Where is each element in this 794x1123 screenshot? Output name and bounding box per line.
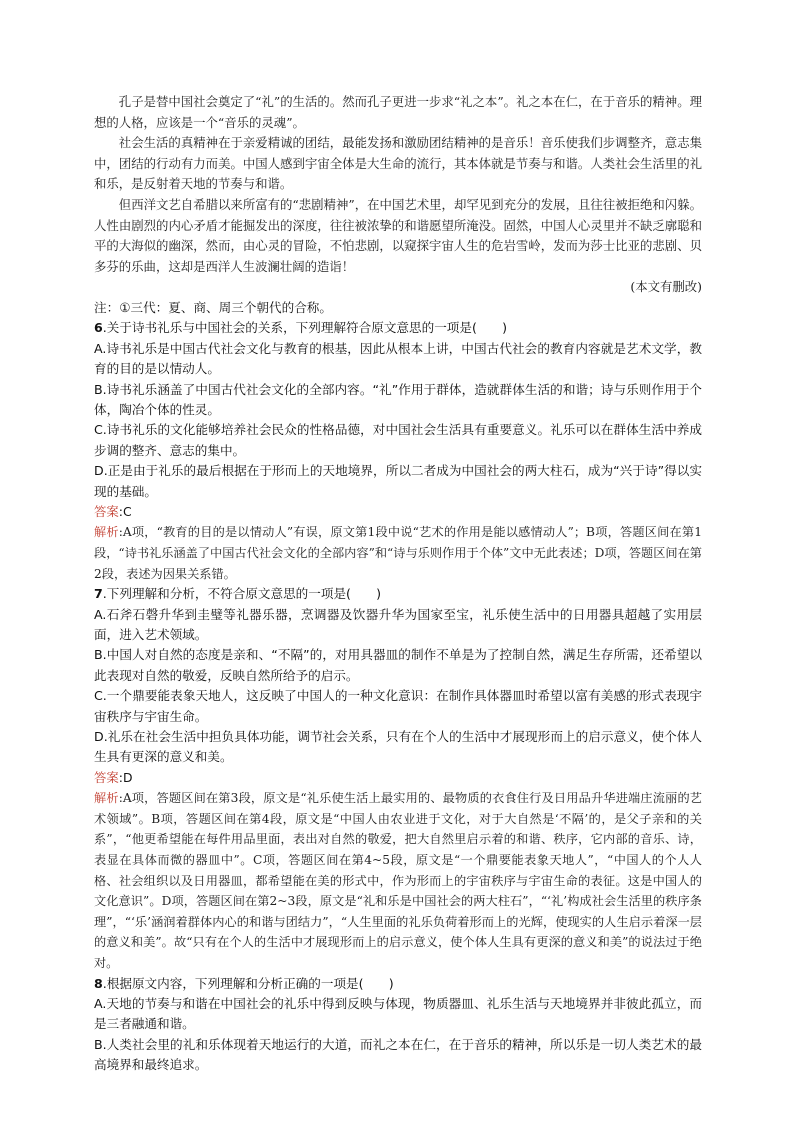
- question-number: 7: [94, 586, 103, 602]
- question-8: [94, 974, 702, 1076]
- option-a: A.石斧石磬升华到圭璧等礼器乐器，烹调器及饮器升华为国家至宝，礼乐使生活中的日用器具超越了实用层面，进入艺术领域。: [94, 606, 702, 642]
- option-a: A.天地的节奏与和谐在中国社会的礼乐中得到反映与体现，物质器皿、礼乐生活与天地境界并非彼此孤立，而是三者融通和谐。: [94, 996, 702, 1032]
- answer-value: :C: [118, 504, 132, 519]
- question-stem: [94, 974, 702, 994]
- passage-paragraph-2: 社会生活的真精神在于亲爱精诚的团结，最能发扬和激励团结精神的是音乐！音乐使我们步调整齐，意志集中，团结的行动有力而美。中国人感到宇宙全体是大生命的流行，其本体就是节奏与和谐。人类社会生活里的礼和乐，是反射着天地的节奏与和谐。: [94, 135, 702, 192]
- question-6: [94, 318, 702, 584]
- analysis-label: 解析: [94, 791, 119, 806]
- passage-paragraph-3: 但西洋文艺自希腊以来所富有的“悲剧精神”，在中国艺术里，却罕见到充分的发展，且往往被拒绝和闪躲。人性由剧烈的内心矛盾才能掘发出的深度，往往被浓挚的和谐愿望所淹没。固然，中国人心灵里并不缺乏廓聪和平的大海似的幽深，然而，由心灵的冒险，不怕悲剧，以窥探宇宙人生的危岩雪岭，发而为莎士比亚的悲剧、贝多芬的乐曲，这却是西洋人生波澜壮阔的造诣！: [94, 196, 702, 274]
- question-number: 6: [94, 320, 103, 336]
- option-c: C.一个鼎要能表象天地人，这反映了中国人的一种文化意识：在制作具体器皿时希望以富有美感的形式表现宇宙秩序与宇宙生命。: [94, 688, 702, 724]
- analysis-text: :A项，“教育的目的是以情动人”有误，原文第1段中说“艺术的作用是能以感情动人”；B项，答题区间在第1段，“诗书礼乐涵盖了中国古代社会文化的全部内容”和“诗与乐则作用于个体”文中无此表述；D项，答题区间在第2段，表述为因果关系错。: [94, 525, 703, 581]
- document-page: [94, 92, 702, 1076]
- option-a: A.诗书礼乐是中国古代社会文化与教育的根基，因此从根本上讲，中国古代社会的教育内容就是艺术文学，教育的目的是以情动人。: [94, 340, 702, 377]
- question-text: .根据原文内容，下列理解和分析正确的一项是( ): [102, 975, 394, 991]
- option-c: C.诗书礼乐的文化能够培养社会民众的性格品德，对中国社会生活具有重要意义。礼乐可以在群体生活中养成步调的整齐、意志的集中。: [94, 422, 702, 458]
- answer-line: [94, 502, 702, 522]
- source-note: (本文有删改): [630, 279, 702, 295]
- question-7: [94, 584, 702, 973]
- option-d: D.正是由于礼乐的最后根据在于形而上的天地境界，所以二者成为中国社会的两大柱石，成为“兴于诗”得以实现的基础。: [94, 463, 702, 499]
- analysis-label: 解析: [94, 525, 119, 540]
- answer-line: [94, 768, 702, 788]
- answer-label: 答案: [94, 504, 119, 519]
- analysis: [94, 522, 702, 584]
- option-b: B.诗书礼乐涵盖了中国古代社会文化的全部内容。“礼”作用于群体，造就群体生活的和谐；诗与乐则作用于个体，陶冶个体的性灵。: [94, 381, 702, 417]
- passage: [94, 92, 702, 277]
- analysis: [94, 788, 702, 973]
- question-text: .关于诗书礼乐与中国社会的关系，下列理解符合原文意思的一项是( ): [102, 320, 508, 336]
- question-text: .下列理解和分析，不符合原文意思的一项是( ): [102, 586, 382, 602]
- passage-paragraph-1: 孔子是替中国社会奠定了“礼”的生活的。然而孔子更进一步求“礼之本”。礼之本在仁，在于音乐的精神。理想的人格，应该是一个“音乐的灵魂”。: [94, 94, 702, 130]
- option-b: B.中国人对自然的态度是亲和、“不隔”的，对用具器皿的制作不单是为了控制自然，满足生存所需，还希望以此表现对自然的敬爱，反映自然所给予的启示。: [94, 647, 702, 683]
- answer-value: :D: [118, 769, 133, 785]
- question-number: 8: [94, 975, 103, 991]
- option-b: B.人类社会里的礼和乐体现着天地运行的大道，而礼之本在仁，在于音乐的精神，所以乐是一切人类艺术的最高境界和最终追求。: [94, 1036, 702, 1073]
- footnote: 注：①三代：夏、商、周三个朝代的合称。: [94, 299, 332, 315]
- option-d: D.礼乐在社会生活中担负具体功能，调节社会关系，只有在个人的生活中才展现形而上的启示意义，使个体人生具有更深的意义和美。: [94, 729, 702, 765]
- question-stem: [94, 318, 702, 338]
- answer-label: 答案: [94, 769, 119, 785]
- analysis-text: :A项，答题区间在第3段，原文是“礼乐使生活上最实用的、最物质的衣食住行及日用品升华进端庄流丽的艺术领域”。B项，答题区间在第4段，原文是“中国人由农业进于文化，对于大自然是‘不隔’的，是父子亲和的关系”，“他更希望能在每件用品里面，表出对自然的敬爱，把大自然里启示着的和谐、秩序，它内部的音乐、诗，表显在具体而微的器皿中”。C项，答题区间在第4~5段，原文是“一个鼎要能表象天地人”，“中国人的个人人格、社会组织以及日用器皿，都希望能在美的形式中，作为形而上的宇宙秩序与宇宙生命的表征。这是中国人的文化意识”。D项，答题区间在第2~3段，原文是“礼和乐是中国社会的两大柱石”，“‘礼’构成社会生活里的秩序条理”，“‘乐’涵润着群体内心的和谐与团结力”，“人生里面的礼乐负荷着形而上的光辉，使现实的人生启示着深一层的意义和美”。故“只有在个人的生活中才展现形而上的启示意义，使个体人生具有更深的意义和美”的说法过于绝对。: [94, 791, 702, 970]
- question-stem: [94, 584, 702, 604]
